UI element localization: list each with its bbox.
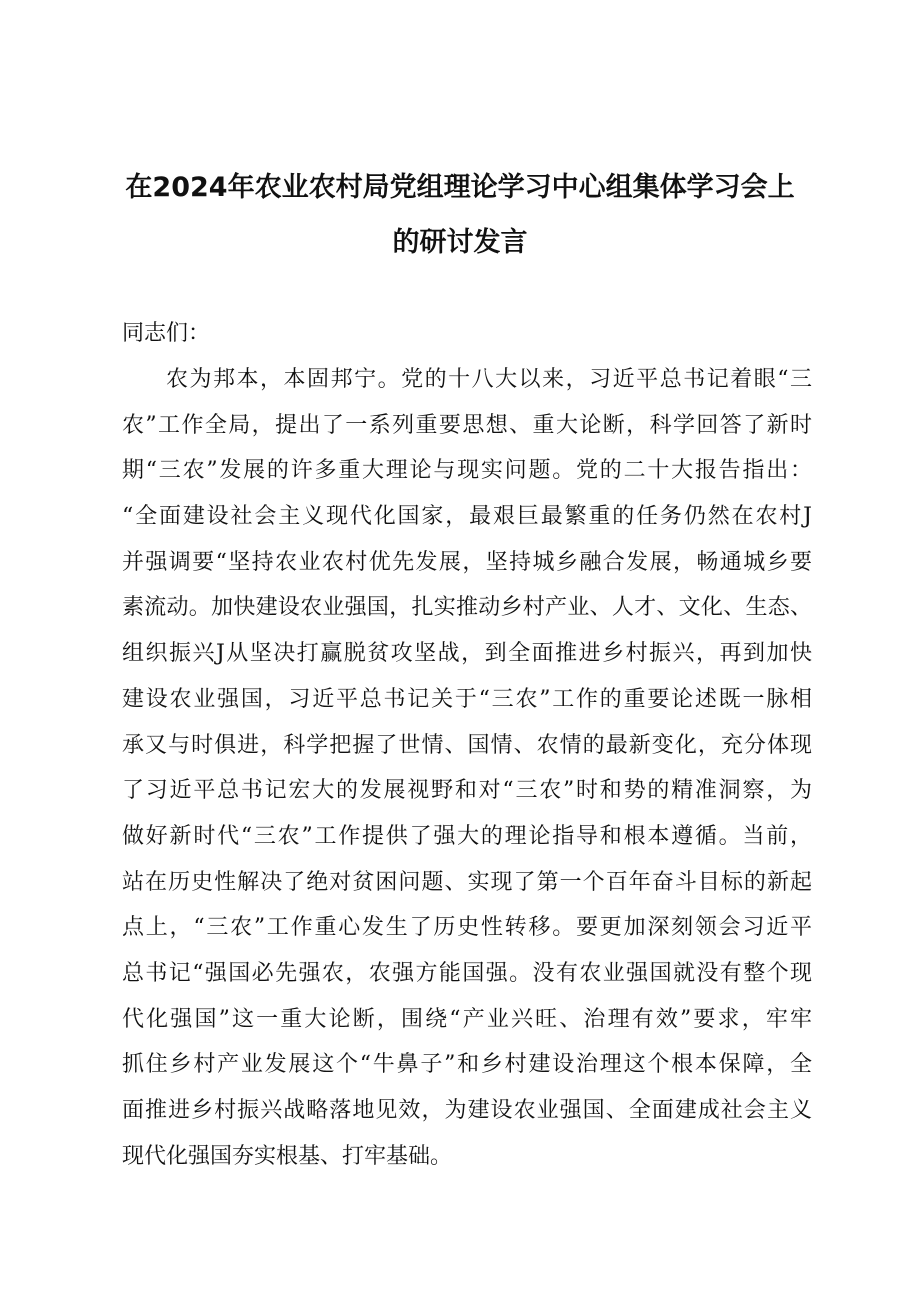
body-paragraph <box>122 357 812 1179</box>
salutation: 同志们： <box>122 321 211 346</box>
paragraph-line: 代化强国”这一重大论断，围绕“产业兴旺、治理有效”要求，牢牢 <box>122 1006 812 1032</box>
paragraph-line: 面推进乡村振兴战略落地见效，为建设农业强国、全面建成社会主义 <box>122 1098 812 1123</box>
paragraph-line: 点上，“三农”工作重心发生了历史性转移。要更加深刻领会习近平 <box>122 915 812 941</box>
paragraph-line: 农为邦本，本固邦宁。党的十八大以来，习近平总书记着眼“三 <box>166 367 812 392</box>
paragraph-line: 抓住乡村产业发展这个“牛鼻子”和乡村建设治理这个根本保障，全 <box>122 1052 812 1078</box>
paragraph-line: 组织振兴J从坚决打赢脱贫攻坚战，到全面推进乡村振兴，再到加快 <box>122 641 812 667</box>
paragraph-line: 建设农业强国，习近平总书记关于“三农”工作的重要论述既一脉相 <box>122 686 812 712</box>
paragraph-line: 站在历史性解决了绝对贫困问题、实现了第一个百年奋斗目标的新起 <box>122 869 812 895</box>
paragraph-line: “全面建设社会主义现代化国家，最艰巨最繁重的任务仍然在农村J <box>122 504 812 530</box>
paragraph-line: 总书记“强国必先强农，农强方能国强。没有农业强国就没有整个现 <box>122 960 812 986</box>
paragraph-line: 做好新时代“三农”工作提供了强大的理论指导和根本遵循。当前， <box>122 823 812 849</box>
paragraph-line: 了习近平总书记宏大的发展视野和对“三农”时和势的精准洞察，为 <box>122 778 812 804</box>
paragraph-line: 现代化强国夯实根基、打牢基础。 <box>122 1143 453 1169</box>
document-title-line-1: 在2024年农业农村局党组理论学习中心组集体学习会上 <box>125 172 795 203</box>
paragraph-line: 素流动。加快建设农业强国，扎实推动乡村产业、人才、文化、生态、 <box>122 595 812 621</box>
paragraph-line: 并强调要“坚持农业农村优先发展，坚持城乡融合发展，畅通城乡要 <box>122 549 812 575</box>
paragraph-line: 农”工作全局，提出了一系列重要思想、重大论断，科学回答了新时 <box>122 412 812 438</box>
document-title-line-2: 的研讨发言 <box>392 227 528 258</box>
paragraph-line: 承又与时俱进，科学把握了世情、国情、农情的最新变化，充分体现 <box>122 732 812 758</box>
paragraph-line: 期“三农”发展的许多重大理论与现实问题。党的二十大报告指出： <box>122 458 812 484</box>
